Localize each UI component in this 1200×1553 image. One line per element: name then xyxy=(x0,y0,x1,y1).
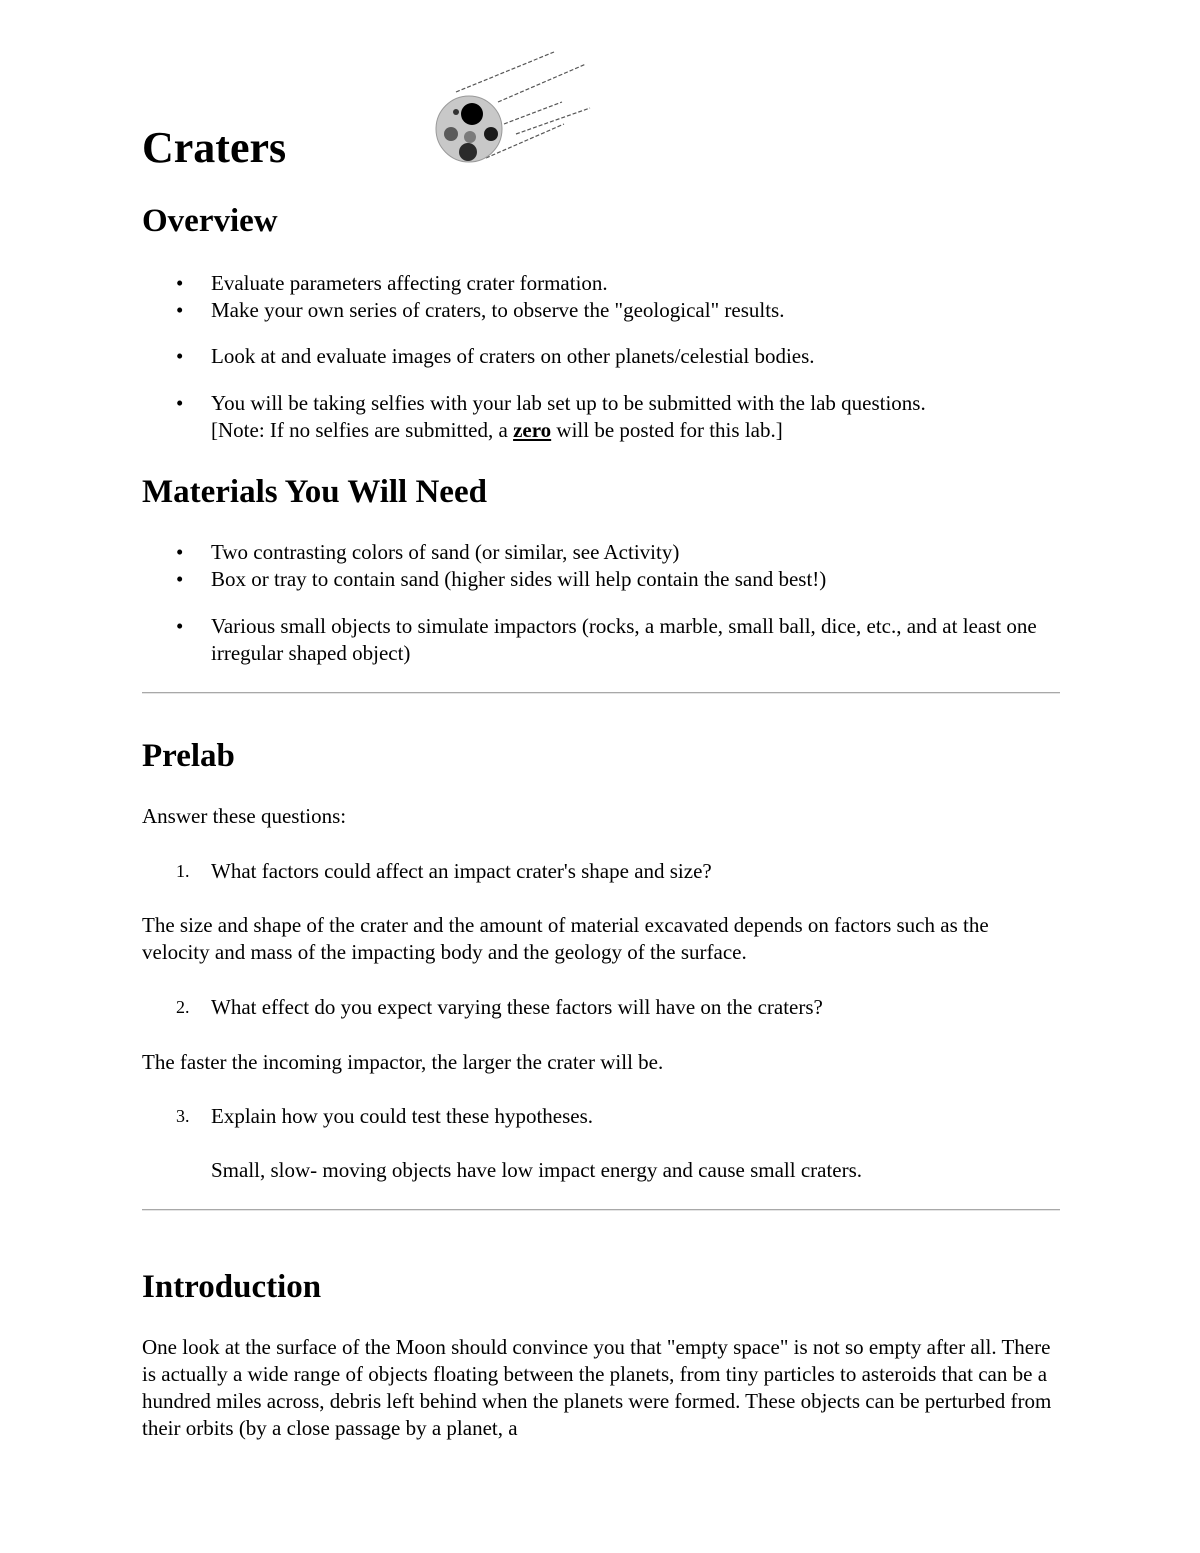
introduction-paragraph: One look at the surface of the Moon should convince you that "empty space" is not so empty after all. There is actually a wide range of objects floating between the planets, from tiny particles to asteroids that can be a hundred miles across, debris left behind when the planets were formed. These objects can be perturbed from their orbits (by a close passage by a planet, a xyxy=(142,1335,1052,1440)
bullet-icon: • xyxy=(176,540,184,564)
prelab-answer: The size and shape of the crater and the amount of material excavated depends on factors such as the velocity and mass of the impacting body and the geology of the surface. xyxy=(142,913,989,964)
bullet-icon: • xyxy=(176,271,184,295)
introduction-heading: Introduction xyxy=(142,1269,322,1305)
meteor-icon xyxy=(434,44,594,168)
overview-item-text: You will be taking selfies with your lab set up to be submitted with the lab questions. xyxy=(211,391,926,415)
note-zero: zero xyxy=(513,418,552,442)
note-prefix: [Note: If no selfies are submitted, a xyxy=(211,418,514,442)
question-number: 3. xyxy=(176,1106,190,1126)
prelab-answer: Small, slow- moving objects have low impact energy and cause small craters. xyxy=(211,1158,863,1182)
bullet-icon: • xyxy=(176,344,184,368)
materials-heading: Materials You Will Need xyxy=(142,474,487,510)
prelab-answer: The faster the incoming impactor, the larger the crater will be. xyxy=(142,1050,664,1074)
bullet-icon: • xyxy=(176,391,184,415)
bullet-icon: • xyxy=(176,298,184,322)
section-divider xyxy=(142,1209,1060,1211)
bullet-icon: • xyxy=(176,614,184,638)
bullet-icon: • xyxy=(176,567,184,591)
question-number: 2. xyxy=(176,997,190,1017)
prelab-intro: Answer these questions: xyxy=(142,804,347,828)
question-number: 1. xyxy=(176,861,190,881)
section-divider xyxy=(142,692,1060,694)
overview-heading: Overview xyxy=(142,203,278,239)
note-suffix: will be posted for this lab.] xyxy=(551,418,783,442)
page-title: Craters xyxy=(142,123,287,172)
prelab-heading: Prelab xyxy=(142,738,235,774)
